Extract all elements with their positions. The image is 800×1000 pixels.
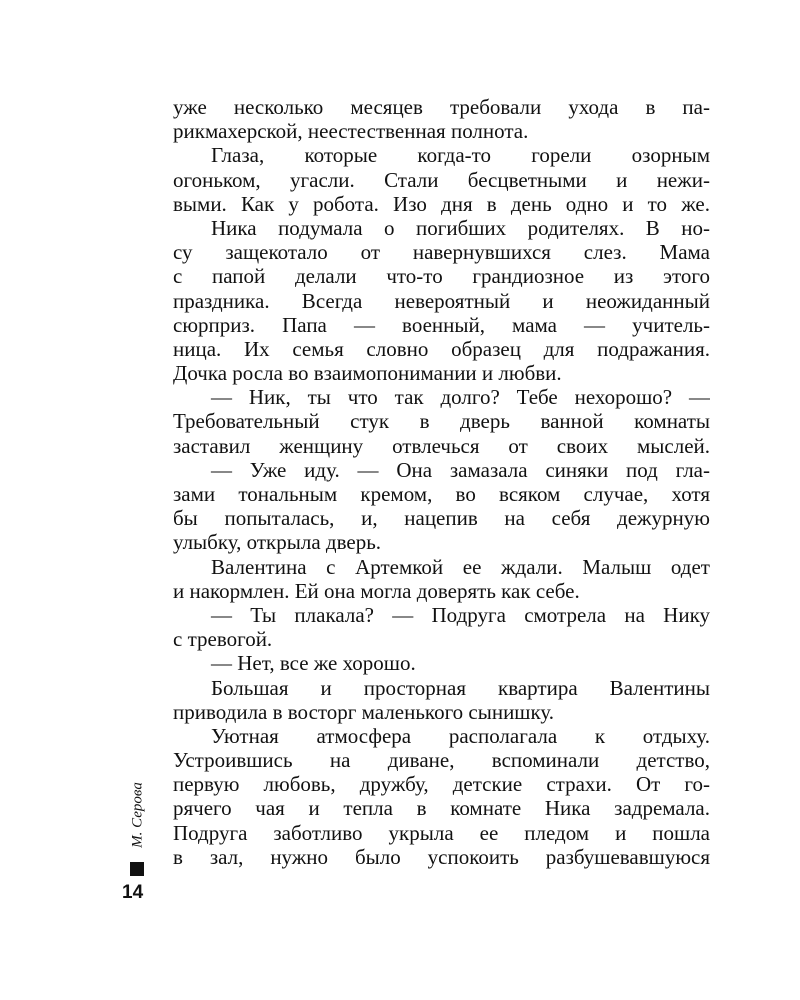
- text-line: Уютная атмосфера располагала к отдыху.: [211, 723, 710, 748]
- text-line: — Ты плакала? — Подруга смотрела на Нику: [211, 602, 710, 627]
- text-line: уже несколько месяцев требовали ухода в па-: [173, 95, 710, 119]
- text-line: огоньком, угасли. Стали бесцветными и нежи-: [173, 167, 710, 192]
- running-head-author: [118, 770, 158, 860]
- text-line: рячего чая и тепла в комнате Ника задремала.: [173, 796, 710, 821]
- text-line: сюрприз. Папа — военный, мама — учитель-: [173, 312, 710, 337]
- text-line: праздника. Всегда невероятный и неожиданный: [173, 288, 710, 313]
- text-line: Подруга заботливо укрыла ее пледом и пошла: [173, 820, 710, 845]
- text-line: Ника подумала о погибших родителях. В но-: [211, 215, 710, 240]
- text-line: в зал, нужно было успокоить разбушевавшуюся: [173, 844, 710, 869]
- text-line: Глаза, которые когда-то горели озорным: [211, 143, 710, 168]
- text-line: приводила в восторг маленького сынишку.: [173, 699, 555, 724]
- text-line: с папой делали что-то грандиозное из этого: [173, 264, 710, 289]
- text-line: ница. Их семья словно образец для подражания.: [173, 336, 710, 361]
- text-line: выми. Как у робота. Изо дня в день одно и то же.: [173, 191, 710, 216]
- square-marker-icon: [130, 862, 144, 876]
- body-text: [173, 95, 710, 869]
- text-line: рикмахерской, неестественная полнота.: [173, 119, 529, 144]
- text-line: бы попыталась, и, нацепив на себя дежурную: [173, 506, 710, 531]
- text-line: — Нет, все же хорошо.: [211, 651, 416, 676]
- page-number: 14: [122, 882, 144, 903]
- text-line: с тревогой.: [173, 627, 273, 652]
- text-line: заставил женщину отвлечься от своих мыслей.: [173, 433, 710, 458]
- text-line: — Уже иду. — Она замазала синяки под гла-: [211, 457, 710, 482]
- text-line: Дочка росла во взаимопонимании и любви.: [173, 361, 562, 386]
- text-line: Валентина с Артемкой ее ждали. Малыш одет: [211, 554, 710, 579]
- text-line: Большая и просторная квартира Валентины: [211, 675, 710, 700]
- text-line: улыбку, открыла дверь.: [173, 530, 382, 555]
- author-name: М. Серова: [129, 782, 146, 848]
- text-line: первую любовь, дружбу, детские страхи. От го-: [173, 772, 710, 797]
- text-line: су защекотало от навернувшихся слез. Мама: [173, 240, 710, 265]
- text-line: — Ник, ты что так долго? Тебе нехорошо? —: [211, 385, 710, 410]
- text-line: Устроившись на диване, вспоминали детство,: [173, 748, 710, 773]
- text-line: Требовательный стук в дверь ванной комнаты: [173, 409, 710, 434]
- text-line: зами тональным кремом, во всяком случае, хотя: [173, 482, 710, 506]
- text-line: и накормлен. Ей она могла доверять как себе.: [173, 578, 580, 603]
